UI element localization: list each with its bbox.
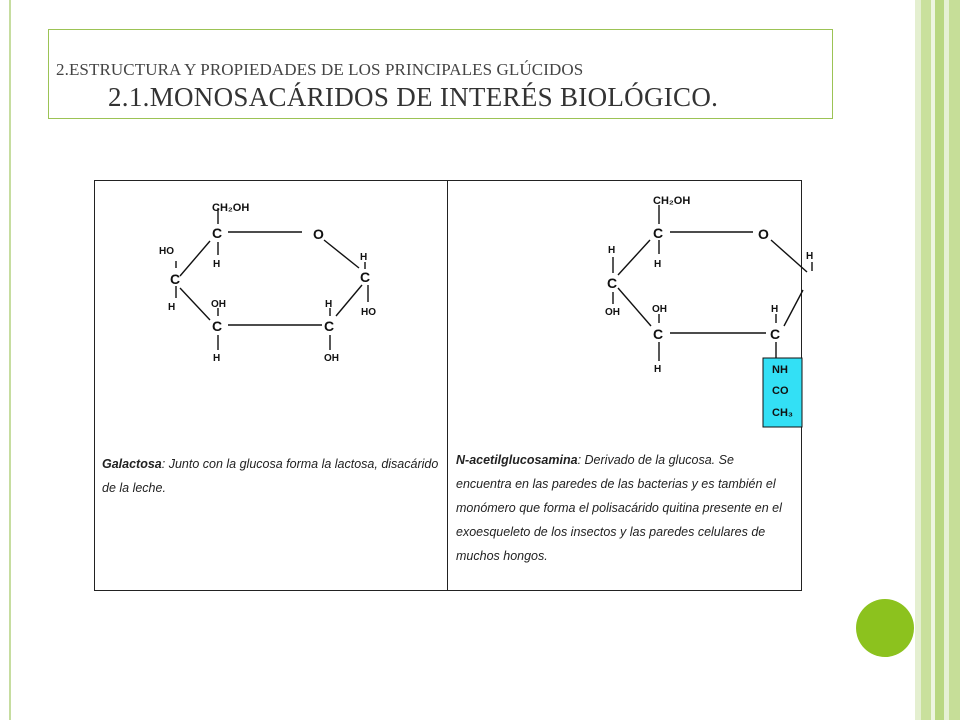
nag-c-bottom1: C [653,326,664,342]
nag-c-left: C [607,275,618,291]
galactose-o: O [313,226,324,242]
galactose-ho-left: HO [159,246,174,257]
galactose-h-left: H [168,302,176,313]
slide-title: 2.1.MONOSACÁRIDOS DE INTERÉS BIOLÓGICO. [108,82,719,112]
galactose-c-bottom2: C [324,318,335,334]
galactose-c-right: C [360,269,371,285]
nag-h-left: H [608,245,616,256]
molecules-table [94,180,814,591]
nag-h-bottom2: H [771,304,779,315]
nag-c1: C [653,225,664,241]
nag-co: CO [772,385,789,397]
galactose-h-right: H [360,252,368,263]
galactose-c1: C [212,225,223,241]
left-decor-line [9,0,11,720]
nag-ch3: CH₃ [772,407,793,419]
nag-description-text: : Derivado de la glucosa. Se encuentra en las paredes de las bacterias y es también el monómero que forma el polisacárido quitina presente en el exoesqueleto de los insectos y las paredes celulares de muchos hongos. [456,453,782,563]
galactose-c-left: C [170,271,181,287]
galactose-oh-bottom2: OH [324,353,339,364]
galactose-c-bottom1: C [212,318,223,334]
nag-oh-bottom1: OH [652,304,667,315]
table-bottom-border [94,590,802,591]
right-decor-bars [915,0,960,720]
nag-o: O [758,226,769,242]
nag-h1: H [654,259,662,270]
nag-c-bottom2: C [770,326,781,342]
nag-nh: NH [772,364,788,376]
galactose-h-bottom2: H [325,299,333,310]
galactose-h1: H [213,259,221,270]
nag-structure [448,180,814,435]
galactose-description-text: : Junto con la glucosa forma la lactosa, disacárido de la leche. [102,457,439,495]
galactose-ho-right: HO [361,307,376,318]
slide-subtitle: 2.ESTRUCTURA Y PROPIEDADES DE LOS PRINCIPALES GLÚCIDOS [56,60,584,79]
galactose-oh-bottom1: OH [211,299,226,310]
galactose-description [102,452,440,500]
galactose-ch2oh: CH₂OH [212,202,250,214]
galactose-structure [94,180,447,380]
nag-name: N-acetilglucosamina [456,453,578,467]
nag-h-right: H [806,251,814,262]
nag-ch2oh: CH₂OH [653,195,691,207]
nag-oh-left: OH [605,307,620,318]
galactose-name: Galactosa [102,457,162,471]
nag-description [456,448,786,568]
decor-green-circle [856,599,914,657]
nag-h-bottom1: H [654,364,662,375]
galactose-h-bottom1: H [213,353,221,364]
